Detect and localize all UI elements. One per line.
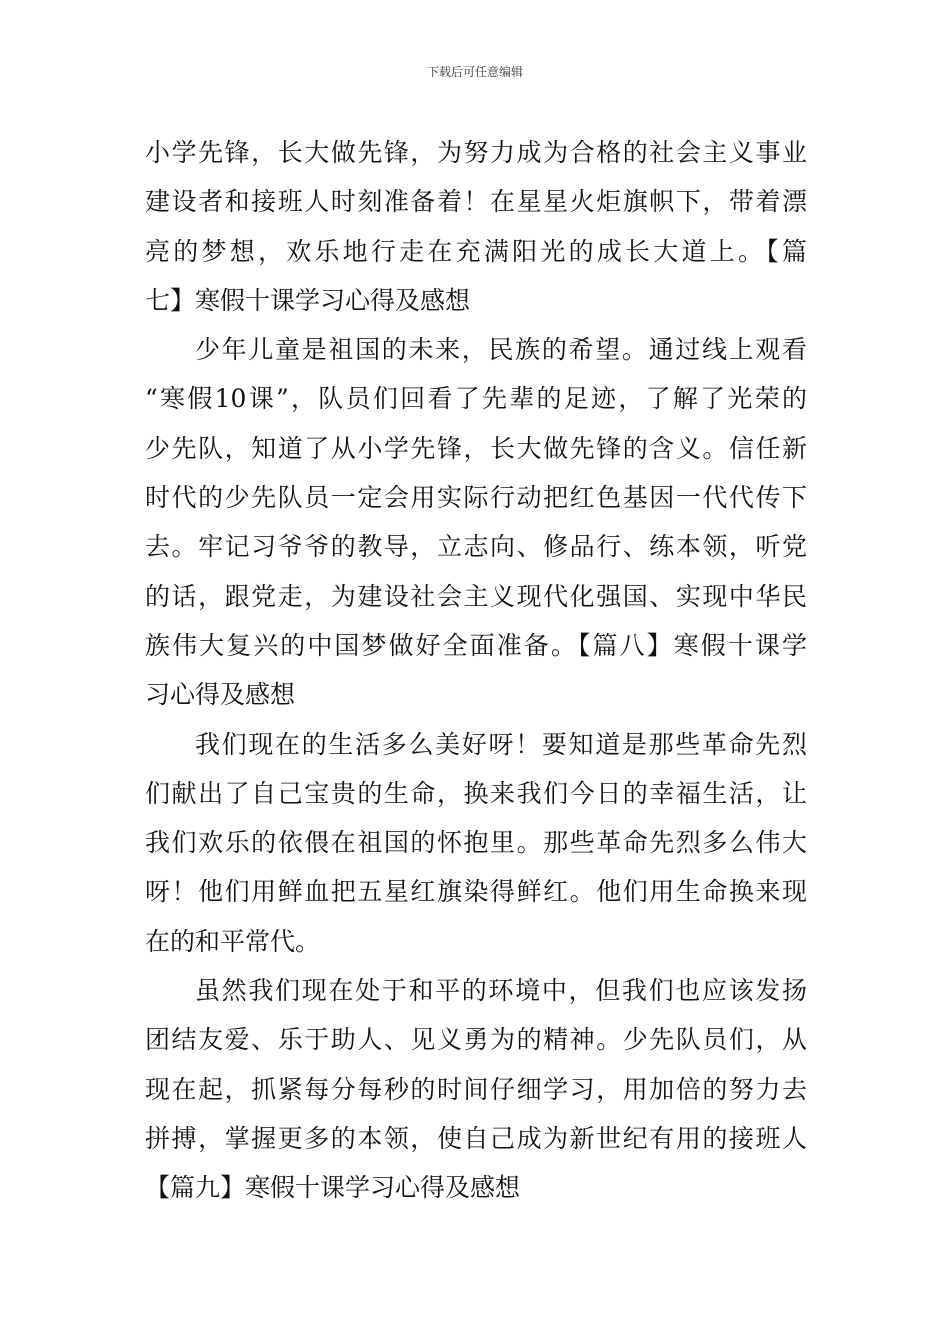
text-line: 时代的少先队员一定会用实际行动把红色基因一代代传下 [145, 483, 807, 513]
paragraph-first-line: 少年儿童是祖国的未来，民族的希望。通过线上观看 [195, 335, 807, 365]
paragraph-first-line: 我们现在的生活多么美好呀！要知道是那些革命先烈 [195, 729, 807, 759]
paragraph-first-line: 虽然我们现在处于和平的环境中，但我们也应该发扬 [195, 976, 807, 1006]
text-line: “寒假10课”，队员们回看了先辈的足迹，了解了光荣的 [145, 384, 807, 414]
text-line: 七】寒假十课学习心得及感想 [145, 285, 471, 315]
page-header: 下载后可任意编辑 [426, 65, 523, 79]
text-line: 呀！他们用鲜血把五星红旗染得鲜红。他们用生命换来现 [145, 877, 807, 907]
document-body [145, 128, 807, 1213]
text-line: 习心得及感想 [145, 680, 296, 710]
text-line: 我们欢乐的依偎在祖国的怀抱里。那些革命先烈多么伟大 [145, 828, 807, 858]
text-line: 在的和平常代。 [145, 926, 321, 956]
text-line: 族伟大复兴的中国梦做好全面准备。【篇八】寒假十课学 [145, 630, 807, 660]
text-line: 拼搏，掌握更多的本领，使自己成为新世纪有用的接班人 [145, 1123, 807, 1153]
text-line: 们献出了自己宝贵的生命，换来我们今日的幸福生活，让 [145, 778, 807, 808]
text-line: 亮的梦想，欢乐地行走在充满阳光的成长大道上。【篇 [145, 236, 807, 266]
text-line: 建设者和接班人时刻准备着！在星星火炬旗帜下，带着漂 [145, 187, 807, 217]
text-line: 现在起，抓紧每分每秒的时间仔细学习，用加倍的努力去 [145, 1074, 807, 1104]
text-line: 的话，跟党走，为建设社会主义现代化强国、实现中华民 [145, 581, 807, 611]
text-line: 少先队，知道了从小学先锋，长大做先锋的含义。信任新 [145, 433, 807, 463]
text-line: 去。牢记习爷爷的教导，立志向、修品行、练本领，听党 [145, 532, 807, 562]
text-line: 小学先锋，长大做先锋，为努力成为合格的社会主义事业 [145, 138, 807, 167]
text-line: 团结友爱、乐于助人、见义勇为的精神。少先队员们，从 [145, 1025, 807, 1055]
text-line: 【篇九】寒假十课学习心得及感想 [145, 1173, 521, 1203]
